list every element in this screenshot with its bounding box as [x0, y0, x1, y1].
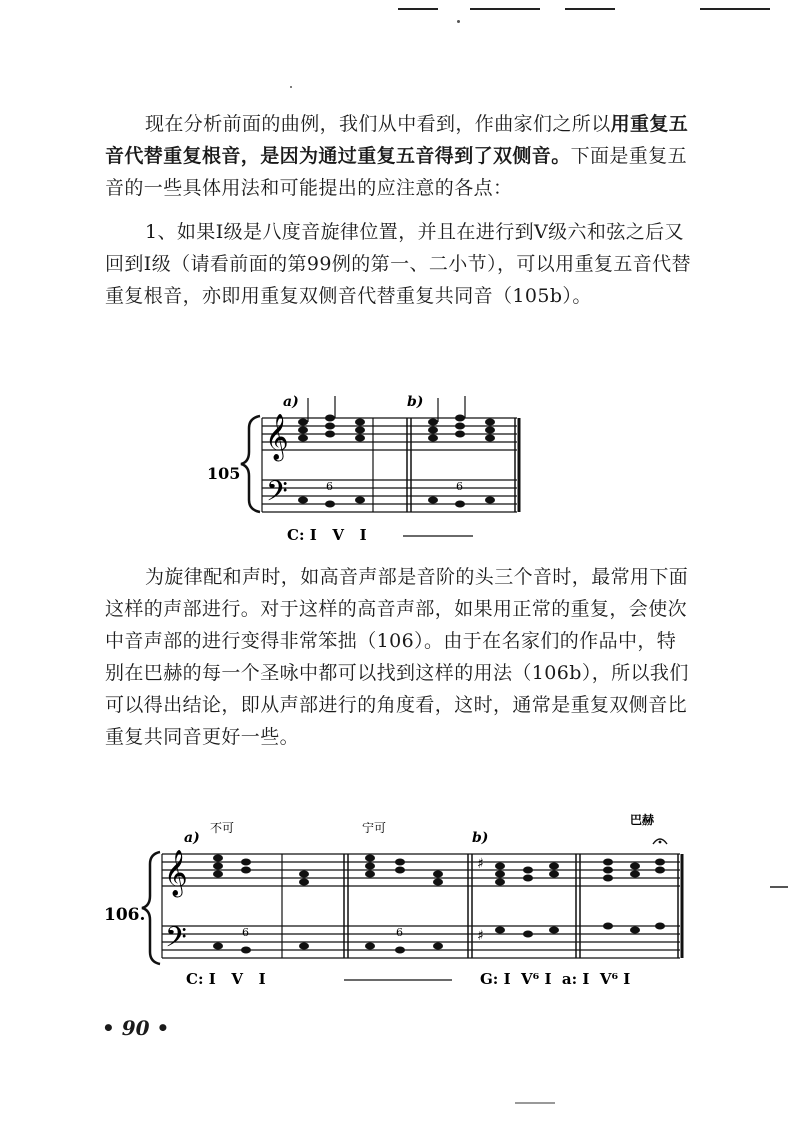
bass-clef-icon: 𝄢 [165, 921, 187, 961]
header-rule [470, 8, 540, 10]
treble-clef-icon: 𝄞 [164, 850, 188, 896]
note-good: 宁可 [362, 821, 387, 835]
example-105-number: 105 [207, 464, 241, 483]
header-rule [398, 8, 438, 10]
paragraph-1-text: 现在分析前面的曲例，我们从中看到，作曲家们之所以 [145, 113, 611, 135]
figured-bass: 6 [396, 926, 403, 939]
example-106 [100, 800, 700, 990]
figured-bass: 6 [456, 480, 463, 493]
example-105-notes [298, 415, 495, 508]
example-105-label-b: b) [407, 394, 424, 410]
figured-bass: 6 [326, 480, 333, 493]
scan-speck [770, 886, 788, 888]
paragraph-1-text-end: 下面是重复五音的一些具体用法和可能提出的应注意的各点： [105, 145, 688, 199]
example-106-analysis-b: G: I V⁶ I a: I V⁶ I [480, 970, 631, 988]
example-105 [205, 388, 525, 548]
paragraph-1 [105, 108, 695, 204]
note-bach: 巴赫 [630, 813, 655, 827]
figured-bass: 6 [242, 926, 249, 939]
scan-speck [515, 1102, 555, 1104]
page-number: • 90 • [102, 1016, 170, 1040]
note-bad: 不可 [210, 821, 235, 835]
example-106-score [100, 800, 700, 990]
header-rule [700, 8, 770, 10]
example-106-label-a: a) [184, 830, 200, 846]
header-rule [565, 8, 615, 10]
scan-speck [457, 20, 460, 23]
bass-clef-icon: 𝄢 [266, 475, 288, 515]
example-106-number: 106. [104, 905, 146, 925]
scan-speck [290, 86, 292, 88]
example-105-label-a: a) [283, 394, 299, 410]
sharp-icon: ♯ [477, 928, 484, 944]
brace [241, 416, 260, 512]
example-106-analysis-a: C: I V I [186, 970, 266, 988]
example-105-analysis: C: I V I [287, 526, 367, 544]
sharp-icon: ♯ [477, 856, 484, 872]
treble-clef-icon: 𝄞 [265, 414, 289, 460]
example-106-label-b: b) [472, 830, 489, 846]
example-105-score [205, 388, 525, 548]
paragraph-2: 1、如果Ⅰ级是八度音旋律位置，并且在进行到Ⅴ级六和弦之后又回到Ⅰ级（请看前面的第99例的第一、二小节），可以用重复五音代替重复根音，亦即用重复双侧音代替重复共同音（105b）。 [105, 221, 691, 307]
example-106-notes [213, 855, 665, 954]
paragraph-1-bold: 用重复五音代替重复根音，是因为通过重复五音得到了双侧音。 [105, 113, 689, 167]
paragraph-3: 为旋律配和声时，如高音声部是音阶的头三个音时，最常用下面这样的声部进行。对于这样的高音声部，如果用正常的重复，会使次中音声部的进行变得非常笨拙（106）。由于在名家们的作品中，特别在巴赫的每一个圣咏中都可以找到这样的用法（106b），所以我们可以得出结论，即从声部进行的角度看，这时，通常是重复双侧音比重复共同音更好一些。 [105, 566, 689, 748]
brace [142, 852, 160, 964]
